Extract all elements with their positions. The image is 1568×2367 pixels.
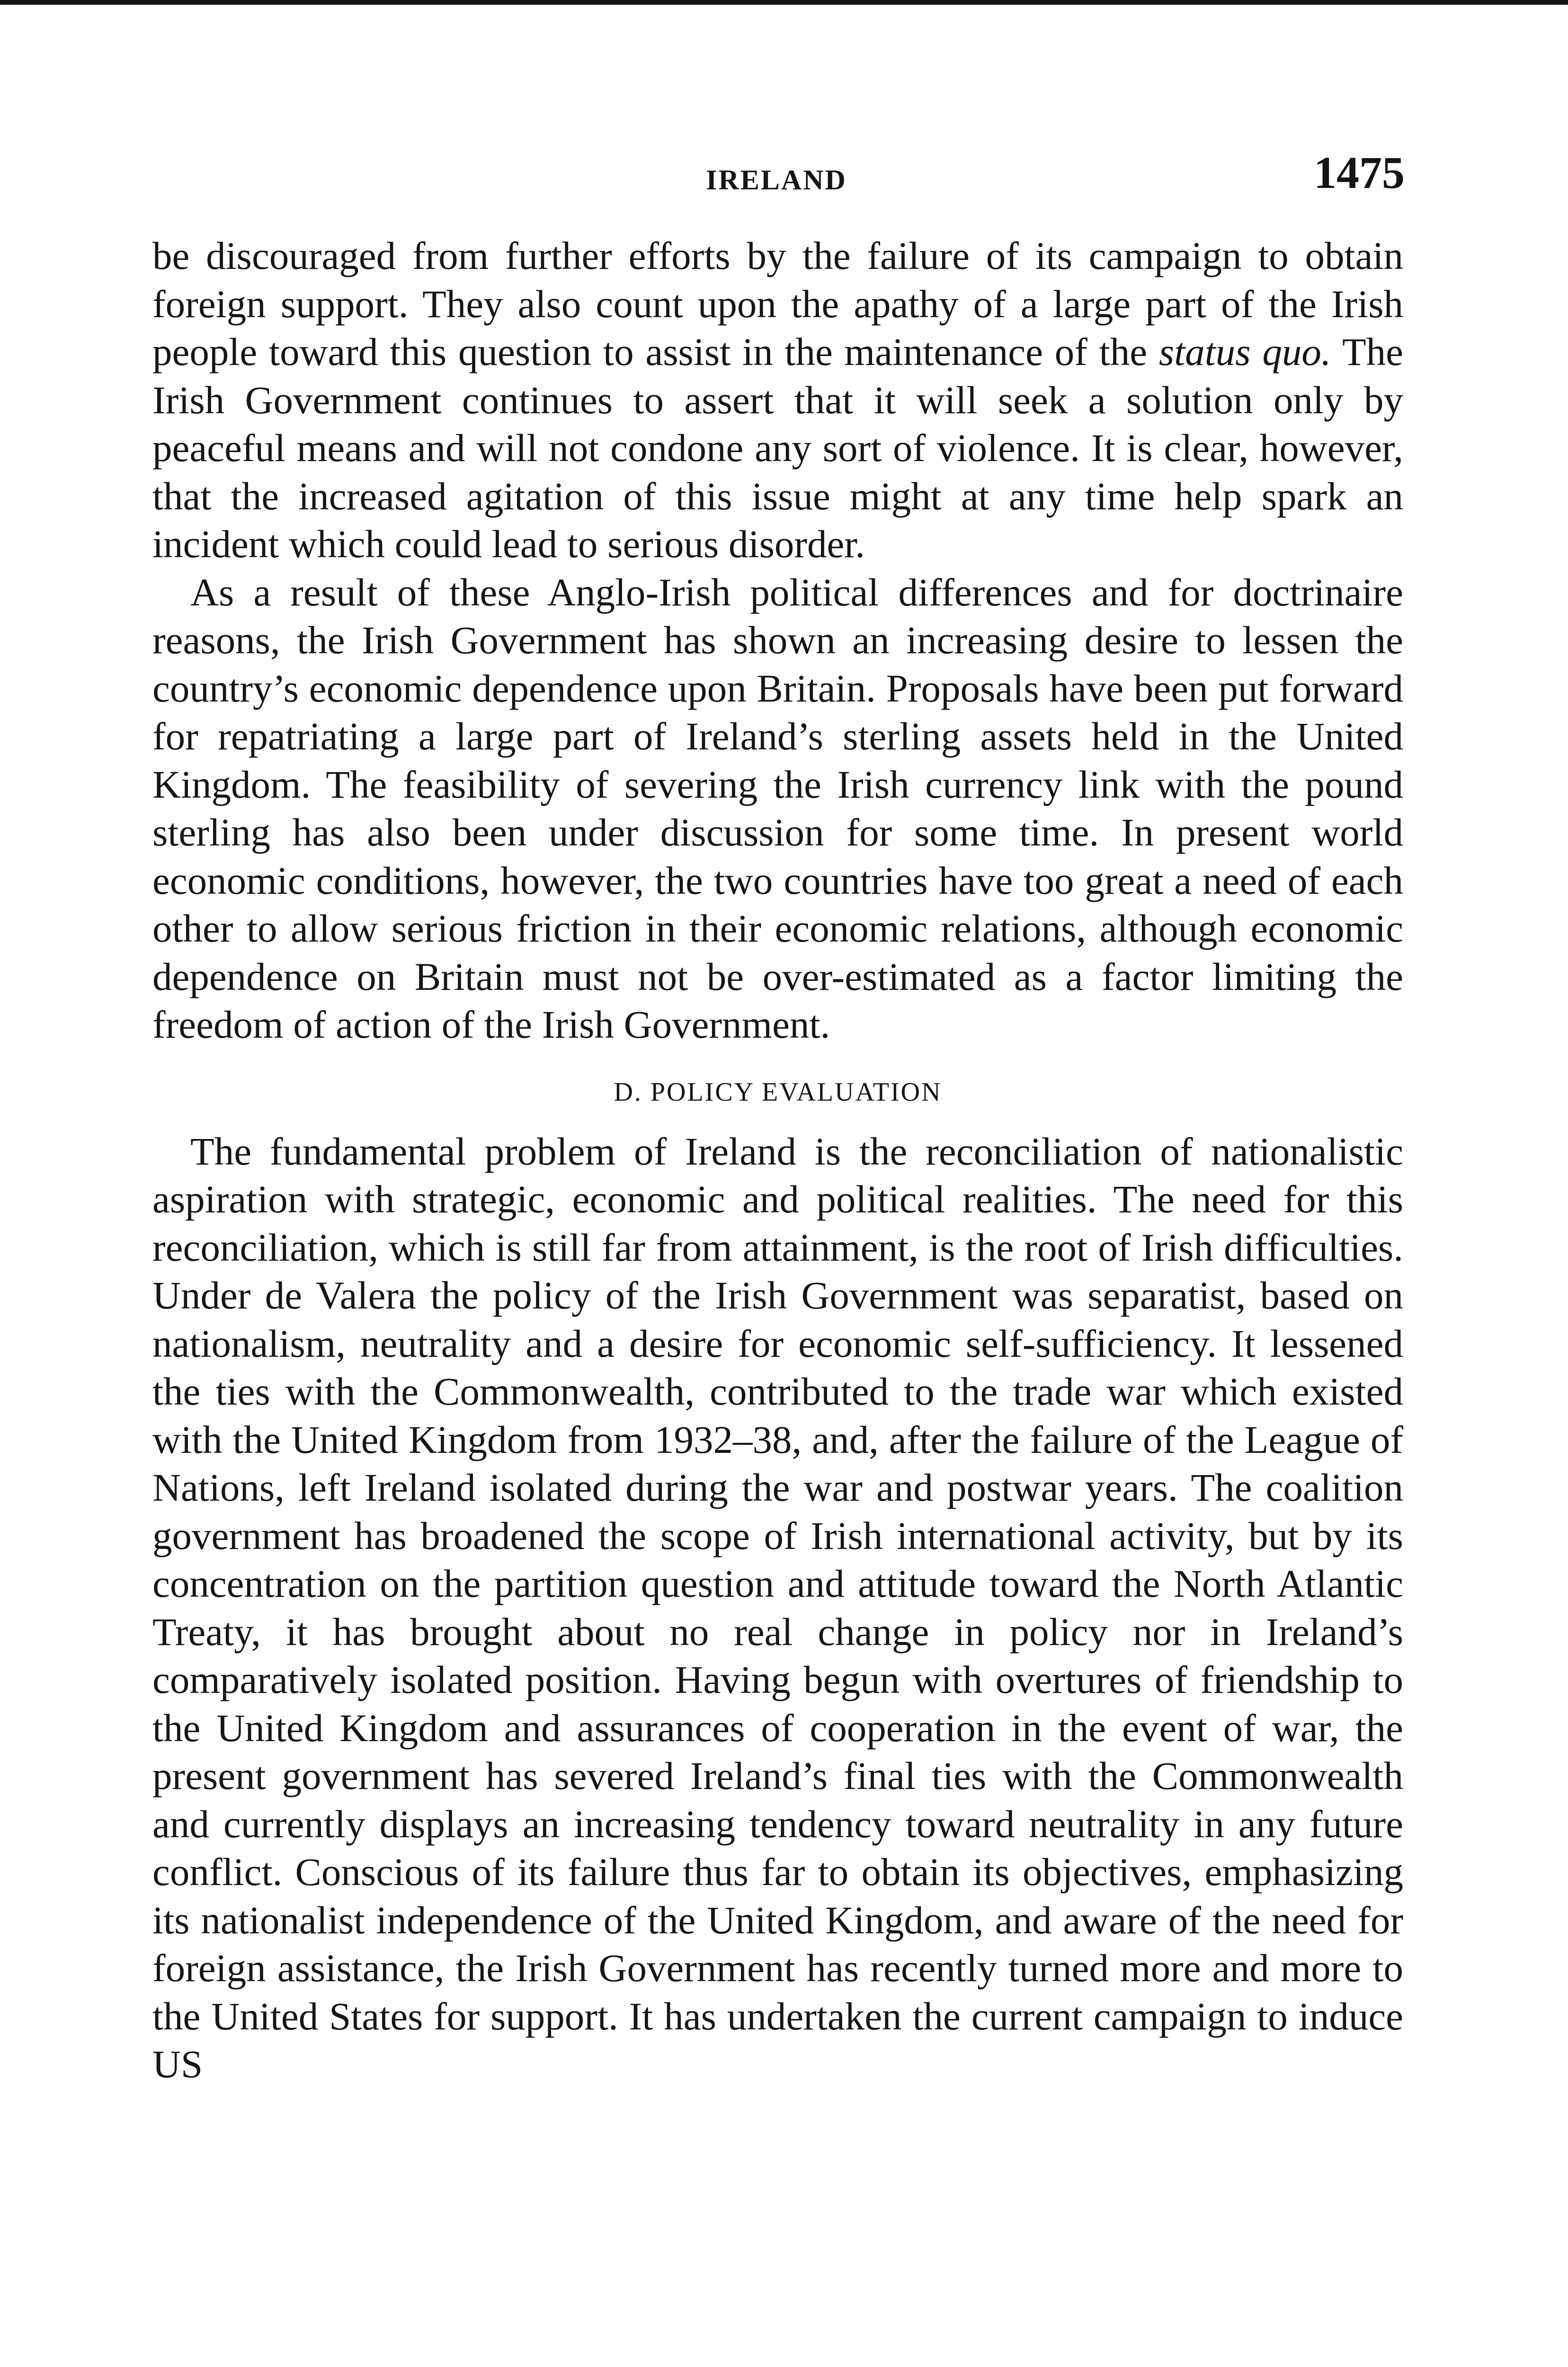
- italic-phrase: status quo.: [1158, 330, 1331, 374]
- running-head: IRELAND: [706, 164, 847, 196]
- top-border-rule: [0, 0, 1568, 5]
- paragraph-text-before-italic: be discouraged from further efforts by the failure of its campaign to obtain foreign support. They also count upon the apathy of a large part of the Irish people toward this question to assist in the maintenance of the: [152, 234, 1403, 374]
- paragraph-policy-evaluation: The fundamental problem of Ireland is the reconciliation of nationalistic aspiration with strategic, economic and political realities. The need for this reconciliation, which is still far from attainment, is the root of Irish difficulties. Under de Valera the policy of the Irish Government was separatist, based on nationalism, neutrality and a desire for economic self-sufficiency. It lessened the ties with the Commonwealth, contributed to the trade war which existed with the United Kingdom from 1932–38, and, after the failure of the League of Nations, left Ireland isolated during the war and postwar years. The coalition government has broadened the scope of Irish international activity, but by its concentration on the partition question and attitude toward the North Atlantic Treaty, it has brought about no real change in policy nor in Ireland’s comparatively isolated position. Having begun with overtures of friendship to the United Kingdom and assurances of cooperation in the event of war, the present government has severed Ireland’s final ties with the Commonwealth and currently displays an increasing tendency toward neutrality in any future conflict. Conscious of its failure thus far to obtain its objectives, emphasizing its nationalist independence of the United Kingdom, and aware of the need for foreign assistance, the Irish Government has recently turned more and more to the United States for support. It has undertaken the current campaign to induce US: [152, 1129, 1403, 2086]
- paragraph-text-after-italic: The Irish Government continues to assert that it will seek a solution only by peaceful means and will not condone any sort of violence. It is clear, however, that the increased agitation of this issue might at any time help spark an incident which could lead to serious disorder.: [152, 330, 1403, 566]
- section-heading: D. POLICY EVALUATION: [614, 1077, 942, 1107]
- body-text: [152, 232, 1403, 2089]
- paragraph-economic-dependence: As a result of these Anglo-Irish political differences and for doctrinaire reasons, the Irish Government has shown an increasing desire to lessen the country’s economic dependence upon Britain. Proposals have been put forward for repatriating a large part of Ireland’s sterling assets held in the United Kingdom. The feasibility of severing the Irish currency link with the pound sterling has also been under discussion for some time. In present world economic conditions, however, the two countries have too great a need of each other to allow serious friction in their economic relations, although economic dependence on Britain must not be over-estimated as a factor limiting the freedom of action of the Irish Government.: [152, 570, 1403, 1046]
- paragraph-continuation: [152, 232, 1403, 569]
- page-number: 1475: [1314, 147, 1405, 198]
